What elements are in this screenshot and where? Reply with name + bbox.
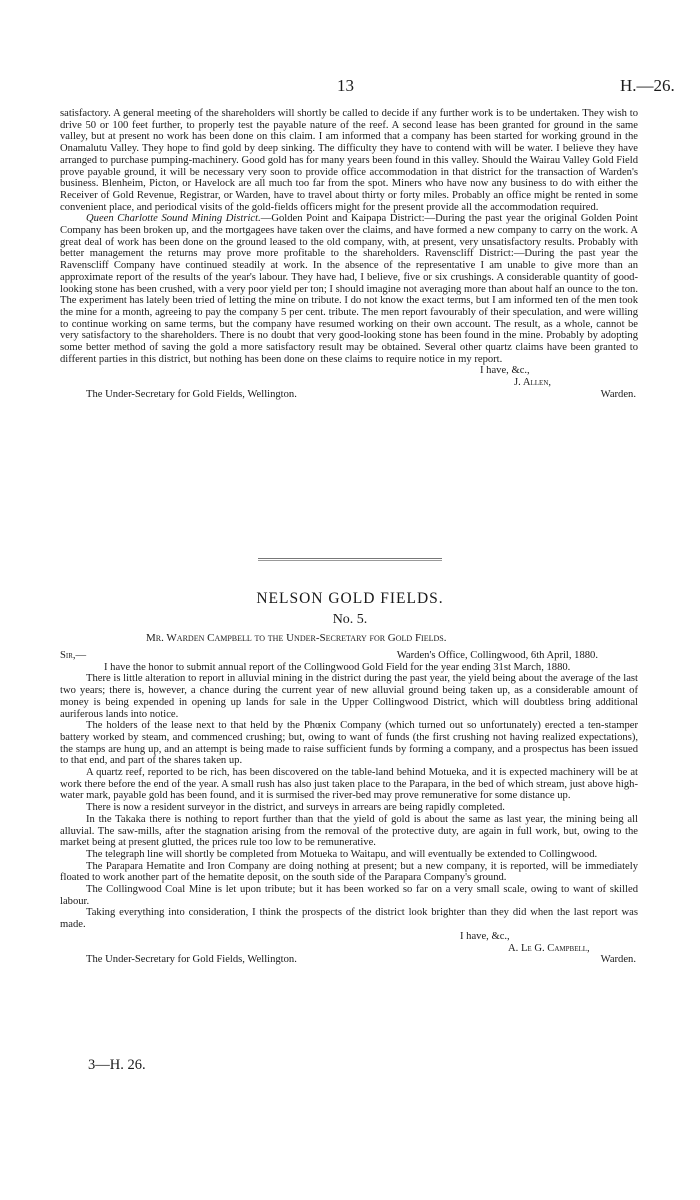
report-number: No. 5.: [332, 612, 368, 627]
paragraph-coal-mine: The Collingwood Coal Mine is let upon tribute; but it has been worked so far on a very small scale, owing to want of skilled labour.: [60, 884, 638, 907]
section-nelson-report: [60, 650, 638, 966]
signer-title-2: Warden.: [600, 954, 636, 966]
addressee: The Under-Secretary for Gold Fields, Wellington.: [86, 388, 297, 400]
closing-line: I have, &c.,: [480, 365, 530, 377]
address-line: Mr. Warden Campbell to the Under-Secretary for Gold Fields.: [146, 632, 447, 644]
paragraph-wairau: satisfactory. A general meeting of the shareholders will shortly be called to decide if any further work is to be undertaken. They wish to drive 50 or 100 feet further, to properly test the payable nature of the reef. A second lease has been granted for ground in the same valley, but at present no work has been done on this claim. I am informed that a company has been started for working ground in the Onamalutu Valley. They hope to find gold by deep sinking. The difficulty they have to contend with will be water. I believe they have arranged to purchase pumping-machinery. Good gold has for many years been found in this valley. Should the Wairau Valley Gold Field prove payable ground, it will be necessary very soon to provide office accommodation in that district for the transaction of Warden's business. Blenheim, Picton, or Havelock are all much too far from the spot. Miners who have now any business to do with either the Receiver of Gold Revenue, Registrar, or Warden, have to travel about thirty or forty miles. Probably an office might be rented in some convenient place, and periodical visits of the gold-fields officers might for the present provide all the accommodation required.: [60, 108, 638, 213]
paragraph-lease: The holders of the lease next to that held by the Phœnix Company (which turned out so unfortunately) erected a ten-stamper battery worked by steam, and commenced crushing; but, owing to want of funds (the first crushing not having realized expectations), the stamps are hung up, and an attempt is being made to raise sufficient funds by forming a company, and a prospectus has been issued to that end, and part of the shares taken up.: [60, 720, 638, 767]
section-marlborough-report: [60, 108, 638, 401]
section-title: NELSON GOLD FIELDS.: [256, 590, 444, 607]
paragraph-telegraph: The telegraph line will shortly be completed from Motueka to Waitapu, and will eventually be extended to Collingwood.: [86, 848, 598, 860]
signer-name: J. Allen,: [514, 377, 552, 389]
paragraph-summary: Taking everything into consideration, I think the prospects of the district look brighter than they did when the last report was made.: [60, 907, 638, 931]
paragraph-hematite: The Parapara Hematite and Iron Company are doing nothing at present; but a new company, it is reported, will be immediately floated to work another part of the hematite deposit, on the south side of the Parapara Company's ground.: [60, 860, 638, 884]
closing-line-2: I have, &c.,: [460, 930, 510, 942]
page-number: 13: [337, 76, 354, 95]
paragraph-takaka: In the Takaka there is nothing to report further than that the yield of gold is about the same as last year, the mining being all alluvial. The saw-mills, after the stagnation arising from the removal of the protective duty, are again in full work, but, owing to the market being at present glutted, the prices rule too low to be remunerative.: [60, 813, 638, 849]
office-date: Warden's Office, Collingwood, 6th April, 1880.: [396, 650, 598, 661]
paragraph-intro: I have the honor to submit annual report of the Collingwood Gold Field for the year ending 31st March, 1880.: [104, 661, 571, 673]
addressee-block-2: [60, 954, 638, 966]
paragraph-queen-charlotte: [60, 213, 638, 365]
footer-code: 3—H. 26.: [88, 1057, 146, 1073]
salutation: Sir,—: [60, 650, 87, 661]
addressee-2: The Under-Secretary for Gold Fields, Wellington.: [86, 954, 297, 966]
district-heading: Queen Charlotte Sound Mining District.: [86, 213, 261, 225]
salutation-row: [60, 650, 638, 662]
paragraph-surveyor: There is now a resident surveyor in the district, and surveys in arrears are being rapidly completed.: [86, 802, 505, 814]
signer-title: Warden.: [600, 388, 636, 400]
signer-name-2: A. Le G. Campbell,: [508, 942, 590, 954]
report-reference: H.—26.: [620, 76, 675, 95]
section-divider: [258, 558, 442, 561]
paragraph-quartz-reef: A quartz reef, reported to be rich, has been discovered on the table-land behind Motueka, and it is expected machinery will be at work there before the end of the year. A small rush has also just taken place to the Parapara, in the bed of which stream, just above high-water mark, payable gold has been found, and it is surmised the river-bed may prove remunerative for some distance up.: [60, 767, 638, 802]
addressee-block: [60, 389, 638, 401]
paragraph-alluvial: There is little alteration to report in alluvial mining in the district during the past year, the yield being about the average of the last two years; there is, however, a chance during the current year of new alluvial ground being taken up, as a considerable amount of money is being expended in opening up lands for sale in the Upper Collingwood District, which will doubtless bring additional auriferous lands into notice.: [60, 673, 638, 720]
paragraph-queen-charlotte-text: —Golden Point and Kaipapa District:—During the past year the original Golden Point Company has been broken up, and the mortgagees have taken over the claims, and have formed a new company to carry on the work. A great deal of work has been done on the ground leased to the old company, with, at present, very unsatisfactory results. Probably with better management the returns may prove more profitable to the shareholders. Ravenscliff District:—During the past year the Ravenscliff Company have continued steadily at work. In the absence of the representative I am unable to give more than an approximate report of the results of the year's labour. They have had, I believe, five or six crushings. A considerable quantity of good-looking stone has been crushed, with a very poor yield per ton; I should imagine not averaging more than about half an ounce to the ton. The experiment has lately been tried of letting the mine on tribute. I do not know the exact terms, but I am informed ten of the men took the mine for a month, agreeing to pay the company 5 per cent. tribute. The men report favourably of their speculation, and were willing to continue working on same terms, but the company have resumed working on their own account. The result, as a whole, cannot be very satisfactory to the shareholders. There is no doubt that very good-looking stone has been found in the mine. Probably by adopting some better method of saving the gold a more satisfactory result may be obtained. Several other quartz claims have been granted to different parties in this district, but nothing has been done on these claims to require notice in my report.: [60, 213, 638, 365]
